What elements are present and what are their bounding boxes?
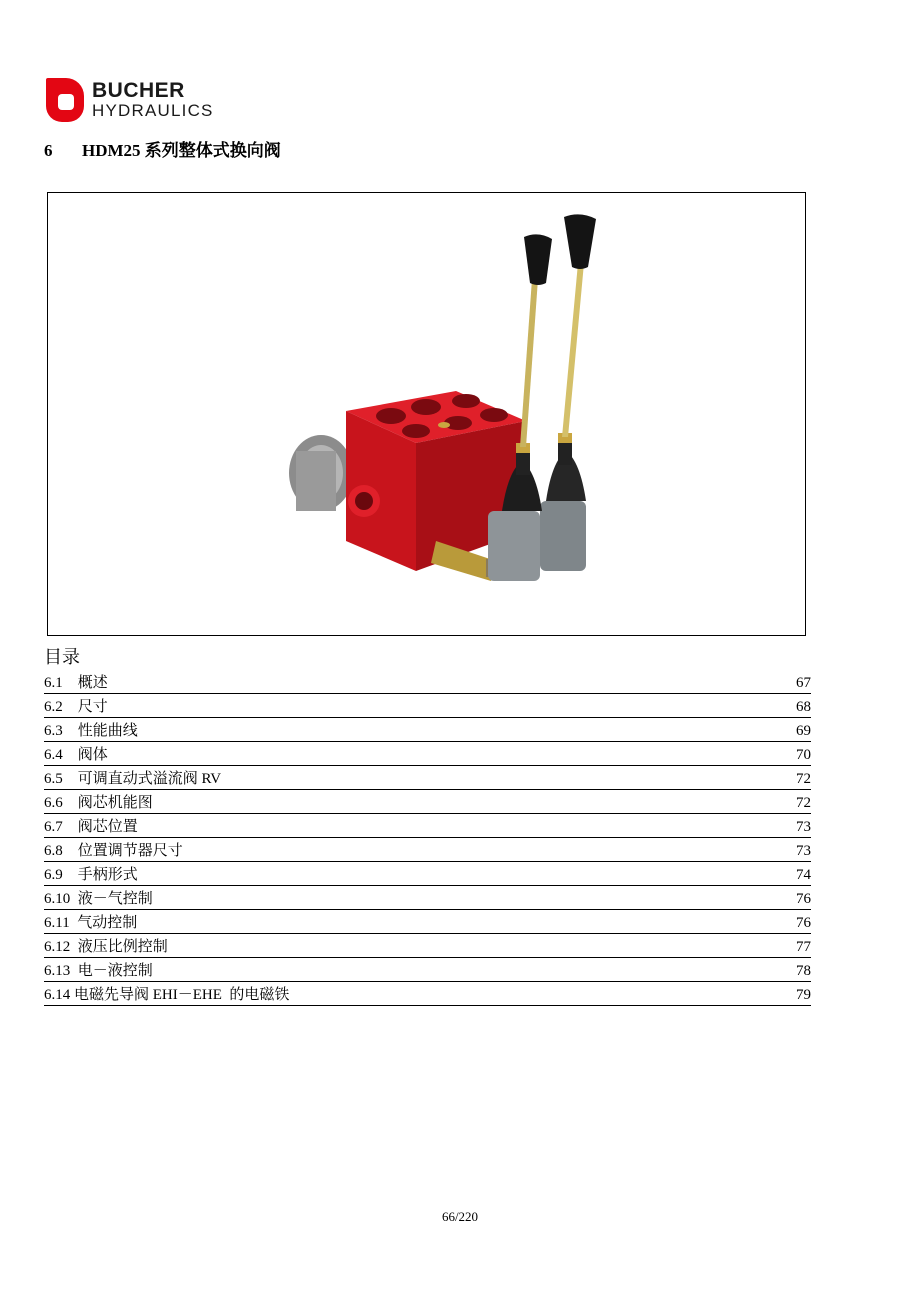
toc-entry-page: 67 [796, 675, 811, 691]
toc-entry-label: 6.5 可调直动式溢流阀 RV [44, 771, 222, 787]
toc-entry-page: 68 [796, 699, 811, 715]
toc-entry-page: 73 [796, 819, 811, 835]
section-number: 6 [44, 141, 53, 160]
toc-entry-label: 6.13 电－液控制 [44, 963, 153, 979]
toc-entry-label: 6.2 尺寸 [44, 699, 108, 715]
toc-entry-label: 6.9 手柄形式 [44, 867, 138, 883]
toc-entry-6-11[interactable] [44, 910, 811, 934]
product-image-frame [47, 192, 806, 636]
toc-entry-label: 6.1 概述 [44, 675, 108, 691]
toc-entry-6-7[interactable] [44, 814, 811, 838]
toc-entry-label: 6.7 阀芯位置 [44, 819, 138, 835]
toc-entry-page: 69 [796, 723, 811, 739]
toc-entry-6-12[interactable] [44, 934, 811, 958]
toc-entry-label: 6.10 液－气控制 [44, 891, 153, 907]
toc-entry-page: 76 [796, 915, 811, 931]
toc-entry-label: 6.6 阀芯机能图 [44, 795, 153, 811]
brand-subtitle: HYDRAULICS [92, 101, 214, 120]
brand-name: BUCHER [92, 79, 185, 102]
toc-entry-label: 6.12 液压比例控制 [44, 939, 168, 955]
toc-entry-6-14[interactable] [44, 982, 811, 1006]
toc-entry-6-9[interactable] [44, 862, 811, 886]
toc-entry-page: 74 [796, 867, 811, 883]
toc-entry-6-5[interactable] [44, 766, 811, 790]
toc-entry-page: 72 [796, 795, 811, 811]
toc-entry-page: 76 [796, 891, 811, 907]
toc-entry-label: 6.11 气动控制 [44, 915, 138, 931]
section-heading [44, 141, 281, 161]
page-number: 66/220 [441, 1209, 479, 1224]
toc-entry-page: 73 [796, 843, 811, 859]
toc-entry-6-8[interactable] [44, 838, 811, 862]
toc-entry-page: 70 [796, 747, 811, 763]
bucher-logo [46, 76, 216, 124]
toc-entry-label: 6.3 性能曲线 [44, 723, 138, 739]
toc-entry-label: 6.8 位置调节器尺寸 [44, 843, 183, 859]
toc-entry-6-6[interactable] [44, 790, 811, 814]
section-title: HDM25 系列整体式换向阀 [82, 141, 281, 160]
toc-entry-6-4[interactable] [44, 742, 811, 766]
toc-entry-page: 78 [796, 963, 811, 979]
toc-entry-page: 72 [796, 771, 811, 787]
table-of-contents [44, 670, 811, 1006]
toc-entry-6-3[interactable] [44, 718, 811, 742]
toc-title: 目录 [44, 647, 80, 667]
toc-entry-label: 6.14 电磁先导阀 EHI－EHE 的电磁铁 [44, 987, 290, 1003]
toc-entry-6-10[interactable] [44, 886, 811, 910]
toc-entry-page: 79 [796, 987, 811, 1003]
toc-entry-label: 6.4 阀体 [44, 747, 108, 763]
toc-entry-page: 77 [796, 939, 811, 955]
toc-entry-6-1[interactable] [44, 670, 811, 694]
bucher-logo-mark-icon [46, 76, 86, 124]
toc-entry-6-2[interactable] [44, 694, 811, 718]
toc-entry-6-13[interactable] [44, 958, 811, 982]
directional-valve-image [266, 211, 646, 621]
